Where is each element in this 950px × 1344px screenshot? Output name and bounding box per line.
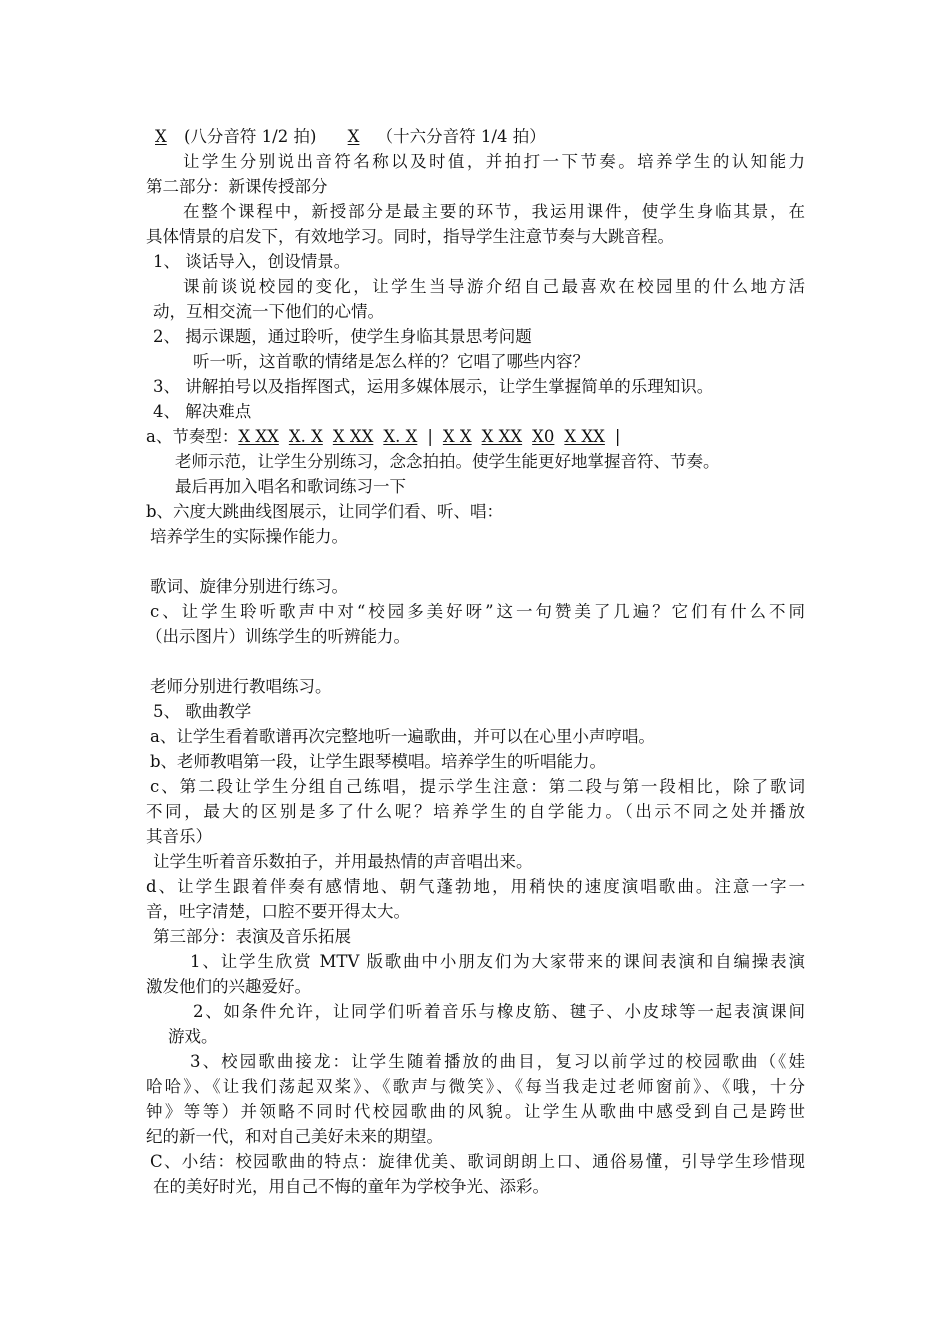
bar-line: | [427, 427, 433, 446]
rhythm-group: X0 [532, 427, 555, 446]
text-line: 老师分别进行教唱练习。 [150, 677, 332, 696]
text-line: 听一听，这首歌的情绪是怎么样的？它唱了哪些内容？ [193, 352, 589, 371]
text-line: 歌词、旋律分别进行练习。 [150, 577, 348, 596]
rhythm-group: X XX [332, 427, 374, 446]
text-line: 具体情景的启发下，有效地学习。同时，指导学生注意节奏与大跳音程。 [146, 227, 674, 246]
text-line: a、让学生看着歌谱再次完整地听一遍歌曲，并可以在心里小声哼唱。 [150, 727, 655, 746]
text-line: C、小结：校园歌曲的特点：旋律优美、歌词朗朗上口、通俗易懂，引导学生珍惜现 [150, 1152, 805, 1171]
text-line: 其音乐） [146, 827, 212, 846]
rhythm-group: X XX [481, 427, 523, 446]
sixteenth-note-symbol: X [347, 127, 360, 146]
text-line: 培养学生的实际操作能力。 [150, 527, 348, 546]
list-item-heading: 1、 谈话导入，创设情景。 [153, 252, 351, 271]
text-line: 课前谈说校园的变化，让学生当导游介绍自己最喜欢在校园里的什么地方活 [183, 277, 805, 296]
text-line: 让学生分别说出音符名称以及时值，并拍打一下节奏。培养学生的认知能力 [183, 152, 805, 171]
rhythm-group: X XX [238, 427, 279, 446]
text-line: 最后再加入唱名和歌词练习一下 [175, 477, 406, 496]
rhythm-label: a、节奏型： [146, 427, 239, 446]
text-line: 纪的新一代，和对自己美好未来的期望。 [146, 1127, 443, 1146]
text-line: 2、如条件允许，让同学们听着音乐与橡皮筋、毽子、小皮球等一起表演课间 [193, 1002, 805, 1021]
section-heading: 第二部分：新课传授部分 [146, 177, 328, 196]
text-line: 动，互相交流一下他们的心情。 [153, 302, 384, 321]
text-line: b、老师教唱第一段，让学生跟琴模唱。培养学生的听唱能力。 [150, 752, 607, 771]
eighth-note-symbol: X [155, 127, 167, 146]
bar-line: | [614, 427, 621, 446]
section-heading: 第三部分：表演及音乐拓展 [153, 927, 351, 946]
rhythm-group: X. X [383, 427, 418, 446]
rhythm-group: X XX [564, 427, 605, 446]
note-values-line [155, 126, 546, 148]
text-line: d、让学生跟着伴奏有感情地、朝气蓬勃地，用稍快的速度演唱歌曲。注意一字一 [146, 877, 805, 896]
text-line: c、让学生聆听歌声中对“校园多美好呀”这一句赞美了几遍？它们有什么不同 [150, 602, 805, 621]
text-line: 让学生听着音乐数拍子，并用最热情的声音唱出来。 [153, 852, 533, 871]
text-line: 音，吐字清楚，口腔不要开得太大。 [146, 902, 410, 921]
list-item-heading: 4、 解决难点 [153, 402, 252, 421]
text-line: （出示图片）训练学生的听辨能力。 [146, 627, 410, 646]
sixteenth-note-desc: （十六分音符 1/4 拍） [376, 127, 546, 146]
text-line: 游戏。 [168, 1027, 218, 1046]
text-line: 老师示范，让学生分别练习，念念拍拍。使学生能更好地掌握音符、节奏。 [175, 452, 720, 471]
text-line: 钟》等等）并领略不同时代校园歌曲的风貌。让学生从歌曲中感受到自己是跨世 [146, 1102, 805, 1121]
rhythm-group: X X [442, 427, 472, 446]
text-line: 不同，最大的区别是多了什么呢？培养学生的自学能力。（出示不同之处并播放 [146, 802, 805, 821]
text-line: 在整个课程中，新授部分是最主要的环节，我运用课件，使学生身临其景，在 [183, 202, 805, 221]
text-line: 哈哈》、《让我们荡起双桨》、《歌声与微笑》、《每当我走过老师窗前》、《哦，十分 [146, 1077, 805, 1096]
text-line: 1、让学生欣赏 MTV 版歌曲中小朋友们为大家带来的课间表演和自编操表演 [190, 952, 805, 971]
eighth-note-desc: (八分音符 1/2 拍) [184, 127, 317, 146]
text-line: c、第二段让学生分组自己练唱，提示学生注意：第二段与第一段相比，除了歌词 [150, 777, 805, 796]
list-item-heading: 5、 歌曲教学 [153, 702, 252, 721]
rhythm-group: X. X [288, 427, 323, 446]
text-line: b、六度大跳曲线图展示，让同学们看、听、唱： [146, 502, 504, 521]
list-item-heading: 2、 揭示课题，通过聆听，使学生身临其景思考问题 [153, 327, 532, 346]
list-item-heading: 3、 讲解拍号以及指挥图式，运用多媒体展示，让学生掌握简单的乐理知识。 [153, 377, 714, 396]
text-line: 3、校园歌曲接龙：让学生随着播放的曲目，复习以前学过的校园歌曲（《娃 [190, 1052, 805, 1071]
text-line: 在的美好时光，用自己不悔的童年为学校争光、添彩。 [153, 1177, 549, 1196]
rhythm-pattern-line [146, 426, 620, 448]
text-line: 激发他们的兴趣爱好。 [146, 977, 311, 996]
